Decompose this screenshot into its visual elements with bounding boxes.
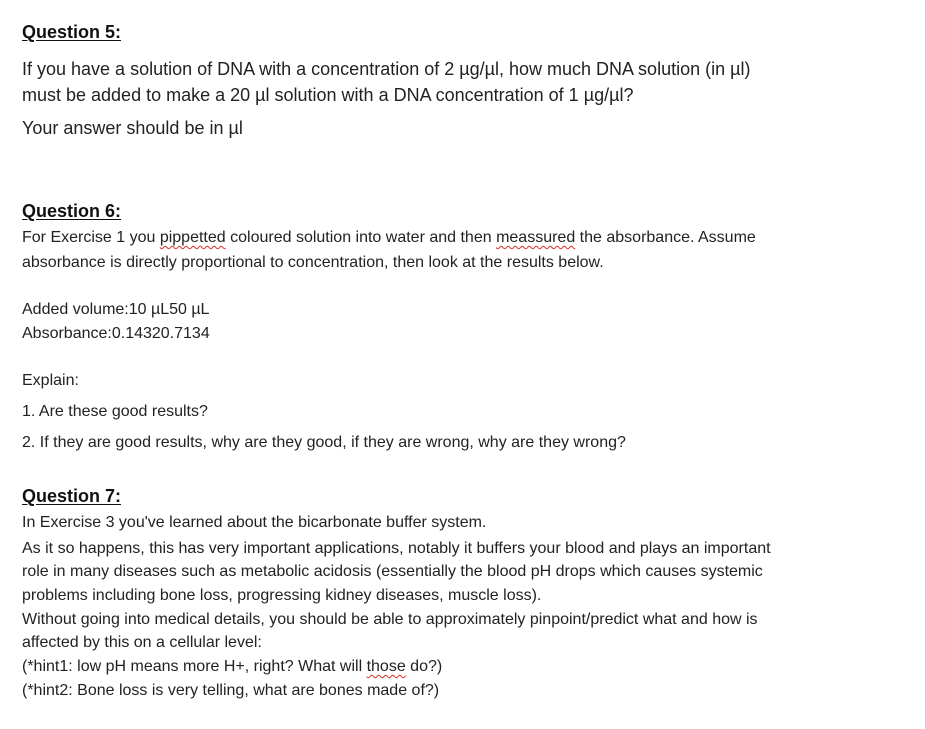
added-volume-values: 10 µL50 µL [128,301,210,318]
question-5-answer-unit: Your answer should be in µl [22,118,243,138]
absorbance-label: Absorbance: [22,325,112,342]
question-7-line-5: Without going into medical details, you should be able to approximately pinpoint/predict what and how is [22,611,758,628]
question-7-hint-2: (*hint2: Bone loss is very telling, what are bones made of?) [22,682,440,699]
question-7-line-1: In Exercise 3 you've learned about the bicarbonate buffer system. [22,514,487,531]
question-6-line-1-text-e: the absorbance. Assume [575,229,756,246]
question-6-line-2: absorbance is directly proportional to concentration, then look at the results below. [22,254,604,271]
misspelled-word-pippetted[interactable]: pippetted [159,229,226,246]
added-volume-row [22,298,209,321]
absorbance-row [22,322,210,345]
misspelled-word-meassured[interactable]: meassured [496,229,576,246]
question-6-heading: Question 6: [22,201,122,221]
question-5-heading: Question 5: [22,22,122,42]
misspelled-word-those[interactable]: those [366,658,406,675]
hint-1-text-c: do?) [405,658,443,675]
question-7-heading: Question 7: [22,486,122,506]
question-7-line-4: problems including bone loss, progressing kidney diseases, muscle loss). [22,587,542,604]
question-5-line-1: If you have a solution of DNA with a concentration of 2 µg/µl, how much DNA solution (in µl) [22,59,751,79]
question-7-line-2: As it so happens, this has very important applications, notably it buffers your blood and plays an important [22,540,771,557]
question-7-line-6: affected by this on a cellular level: [22,634,262,651]
explain-label: Explain: [22,372,79,389]
question-7-line-3: role in many diseases such as metabolic acidosis (essentially the blood pH drops which causes systemic [22,563,763,580]
question-6-line-1-text-c: coloured solution into water and then [225,229,497,246]
absorbance-values: 0.14320.7134 [111,325,210,342]
question-6-item-2: 2. If they are good results, why are they good, if they are wrong, why are they wrong? [22,434,626,451]
question-7-hint-1 [22,655,442,678]
added-volume-label: Added volume: [22,301,129,318]
question-6-line-1 [22,226,756,249]
question-6-item-1: 1. Are these good results? [22,403,208,420]
question-5-line-2: must be added to make a 20 µl solution with a DNA concentration of 1 µg/µl? [22,85,634,105]
question-6-line-1-text-a: For Exercise 1 you [22,229,160,246]
hint-1-text-a: (*hint1: low pH means more H+, right? What will [22,658,367,675]
